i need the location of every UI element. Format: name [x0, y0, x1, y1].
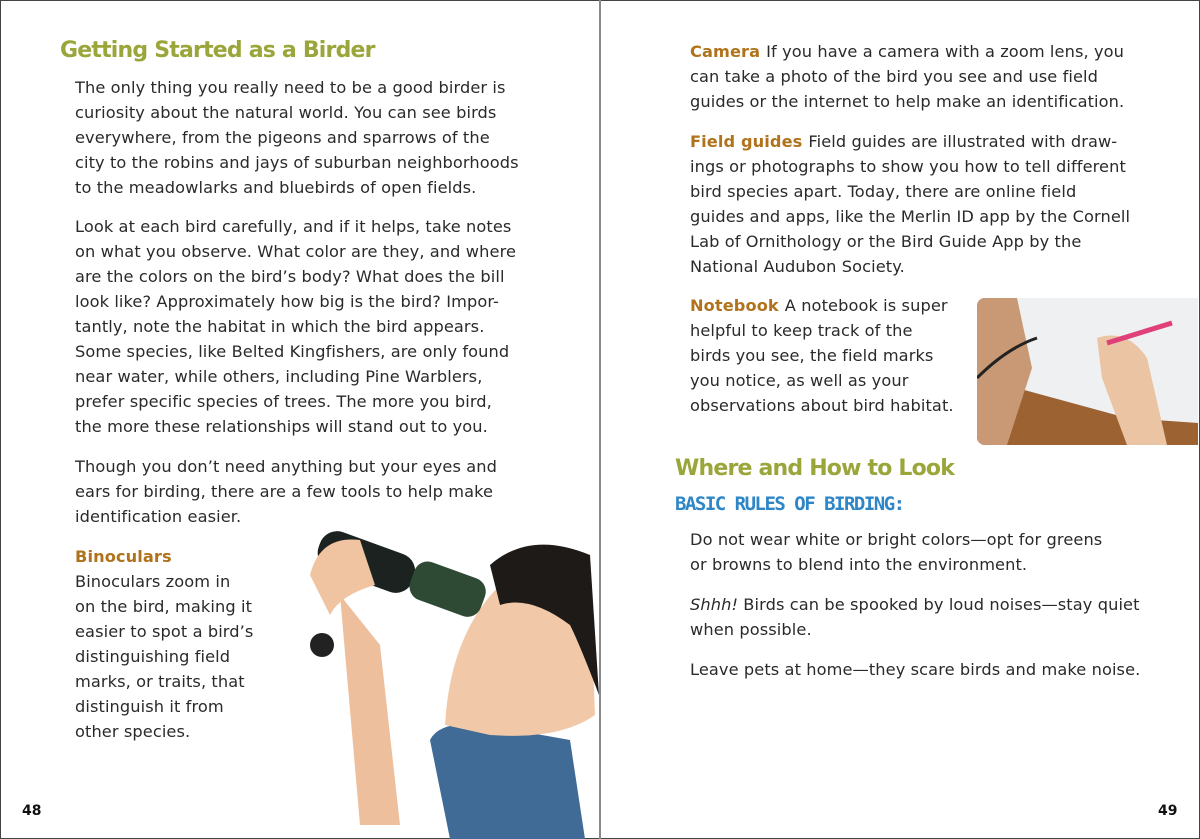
text-line: the more these relationships will stand out to you.	[75, 417, 488, 436]
text-line: marks, or traits, that	[75, 672, 245, 691]
binoculars-label: Binoculars	[75, 547, 172, 566]
page-number-left: 48	[22, 803, 42, 819]
paragraph-intro	[75, 75, 519, 200]
boy-with-binoculars-photo	[300, 525, 599, 839]
text-line: prefer specific species of trees. The more you bird,	[75, 392, 492, 411]
text-line: guides and apps, like the Merlin ID app by the Cornell	[690, 207, 1131, 226]
text-line: or browns to blend into the environment.	[690, 555, 1028, 574]
text-line: Though you don’t need anything but your eyes and	[75, 457, 497, 476]
text-line: The only thing you really need to be a good birder is	[75, 78, 506, 97]
text-line: National Audubon Society.	[690, 257, 905, 276]
text-line: everywhere, from the pigeons and sparrows of the	[75, 128, 490, 147]
spine-divider	[599, 0, 601, 839]
text-line: distinguishing field	[75, 647, 231, 666]
text-line: Field guides are illustrated with draw-	[808, 132, 1118, 151]
text-line: bird species apart. Today, there are online field	[690, 182, 1077, 201]
paragraph-tools	[75, 454, 497, 529]
text-line: Leave pets at home—they scare birds and make noise.	[690, 660, 1141, 679]
text-line: ings or photographs to show you how to tell different	[690, 157, 1126, 176]
section-label: Notebook	[690, 296, 779, 315]
text-line: ears for birding, there are a few tools to help make	[75, 482, 494, 501]
text-line: look like? Approximately how big is the bird? Impor-	[75, 292, 500, 311]
text-line: Binoculars zoom in	[75, 572, 231, 591]
subheading-basic-rules: BASIC RULES OF BIRDING:	[675, 493, 904, 515]
text-line: observations about bird habitat.	[690, 396, 954, 415]
rule-pets	[690, 657, 1140, 682]
text-line: are the colors on the bird’s body? What does the bill	[75, 267, 505, 286]
section-label: Camera	[690, 42, 761, 61]
text-line: birds you see, the field marks	[690, 346, 934, 365]
text-line: near water, while others, including Pine Warblers,	[75, 367, 483, 386]
text-line: Lab of Ornithology or the Bird Guide App by the	[690, 232, 1082, 251]
page-number-right: 49	[1158, 803, 1178, 819]
text-line: guides or the internet to help make an identification.	[690, 92, 1125, 111]
text-line: Some species, like Belted Kingfishers, are only found	[75, 342, 510, 361]
text-line: other species.	[75, 722, 191, 741]
text-line: to the meadowlarks and bluebirds of open fields.	[75, 178, 477, 197]
text-line: curiosity about the natural world. You can see birds	[75, 103, 497, 122]
binoculars-section	[75, 544, 253, 744]
rule-colors	[690, 527, 1102, 577]
rule-quiet	[690, 592, 1140, 642]
rule-quiet-line-2: when possible.	[690, 620, 812, 639]
text-line: A notebook is super	[784, 296, 948, 315]
text-line: city to the robins and jays of suburban neighborhoods	[75, 153, 519, 172]
text-line: identification easier.	[75, 507, 242, 526]
text-line: tantly, note the habitat in which the bird appears.	[75, 317, 485, 336]
notebook-photo	[977, 298, 1198, 445]
text-line: can take a photo of the bird you see and use field	[690, 67, 1099, 86]
text-line: If you have a camera with a zoom lens, you	[766, 42, 1125, 61]
rule-quiet-emphasis: Shhh!	[690, 595, 739, 614]
heading-where-how: Where and How to Look	[675, 456, 955, 481]
rule-quiet-line-1: Birds can be spooked by loud noises—stay quiet	[743, 595, 1140, 614]
section-label: Field guides	[690, 132, 803, 151]
camera-section	[690, 39, 1124, 114]
text-line: Look at each bird carefully, and if it helps, take notes	[75, 217, 512, 236]
text-line: distinguish it from	[75, 697, 224, 716]
paragraph-observe	[75, 214, 516, 439]
text-line: on what you observe. What color are they, and where	[75, 242, 517, 261]
heading-getting-started: Getting Started as a Birder	[60, 38, 375, 63]
text-line: helpful to keep track of the	[690, 321, 913, 340]
text-line: you notice, as well as your	[690, 371, 909, 390]
text-line: on the bird, making it	[75, 597, 253, 616]
field-guides-section	[690, 129, 1130, 279]
text-line: easier to spot a bird’s	[75, 622, 254, 641]
text-line: Do not wear white or bright colors—opt for greens	[690, 530, 1103, 549]
notebook-section	[690, 293, 954, 418]
binoculars-text	[75, 569, 253, 744]
